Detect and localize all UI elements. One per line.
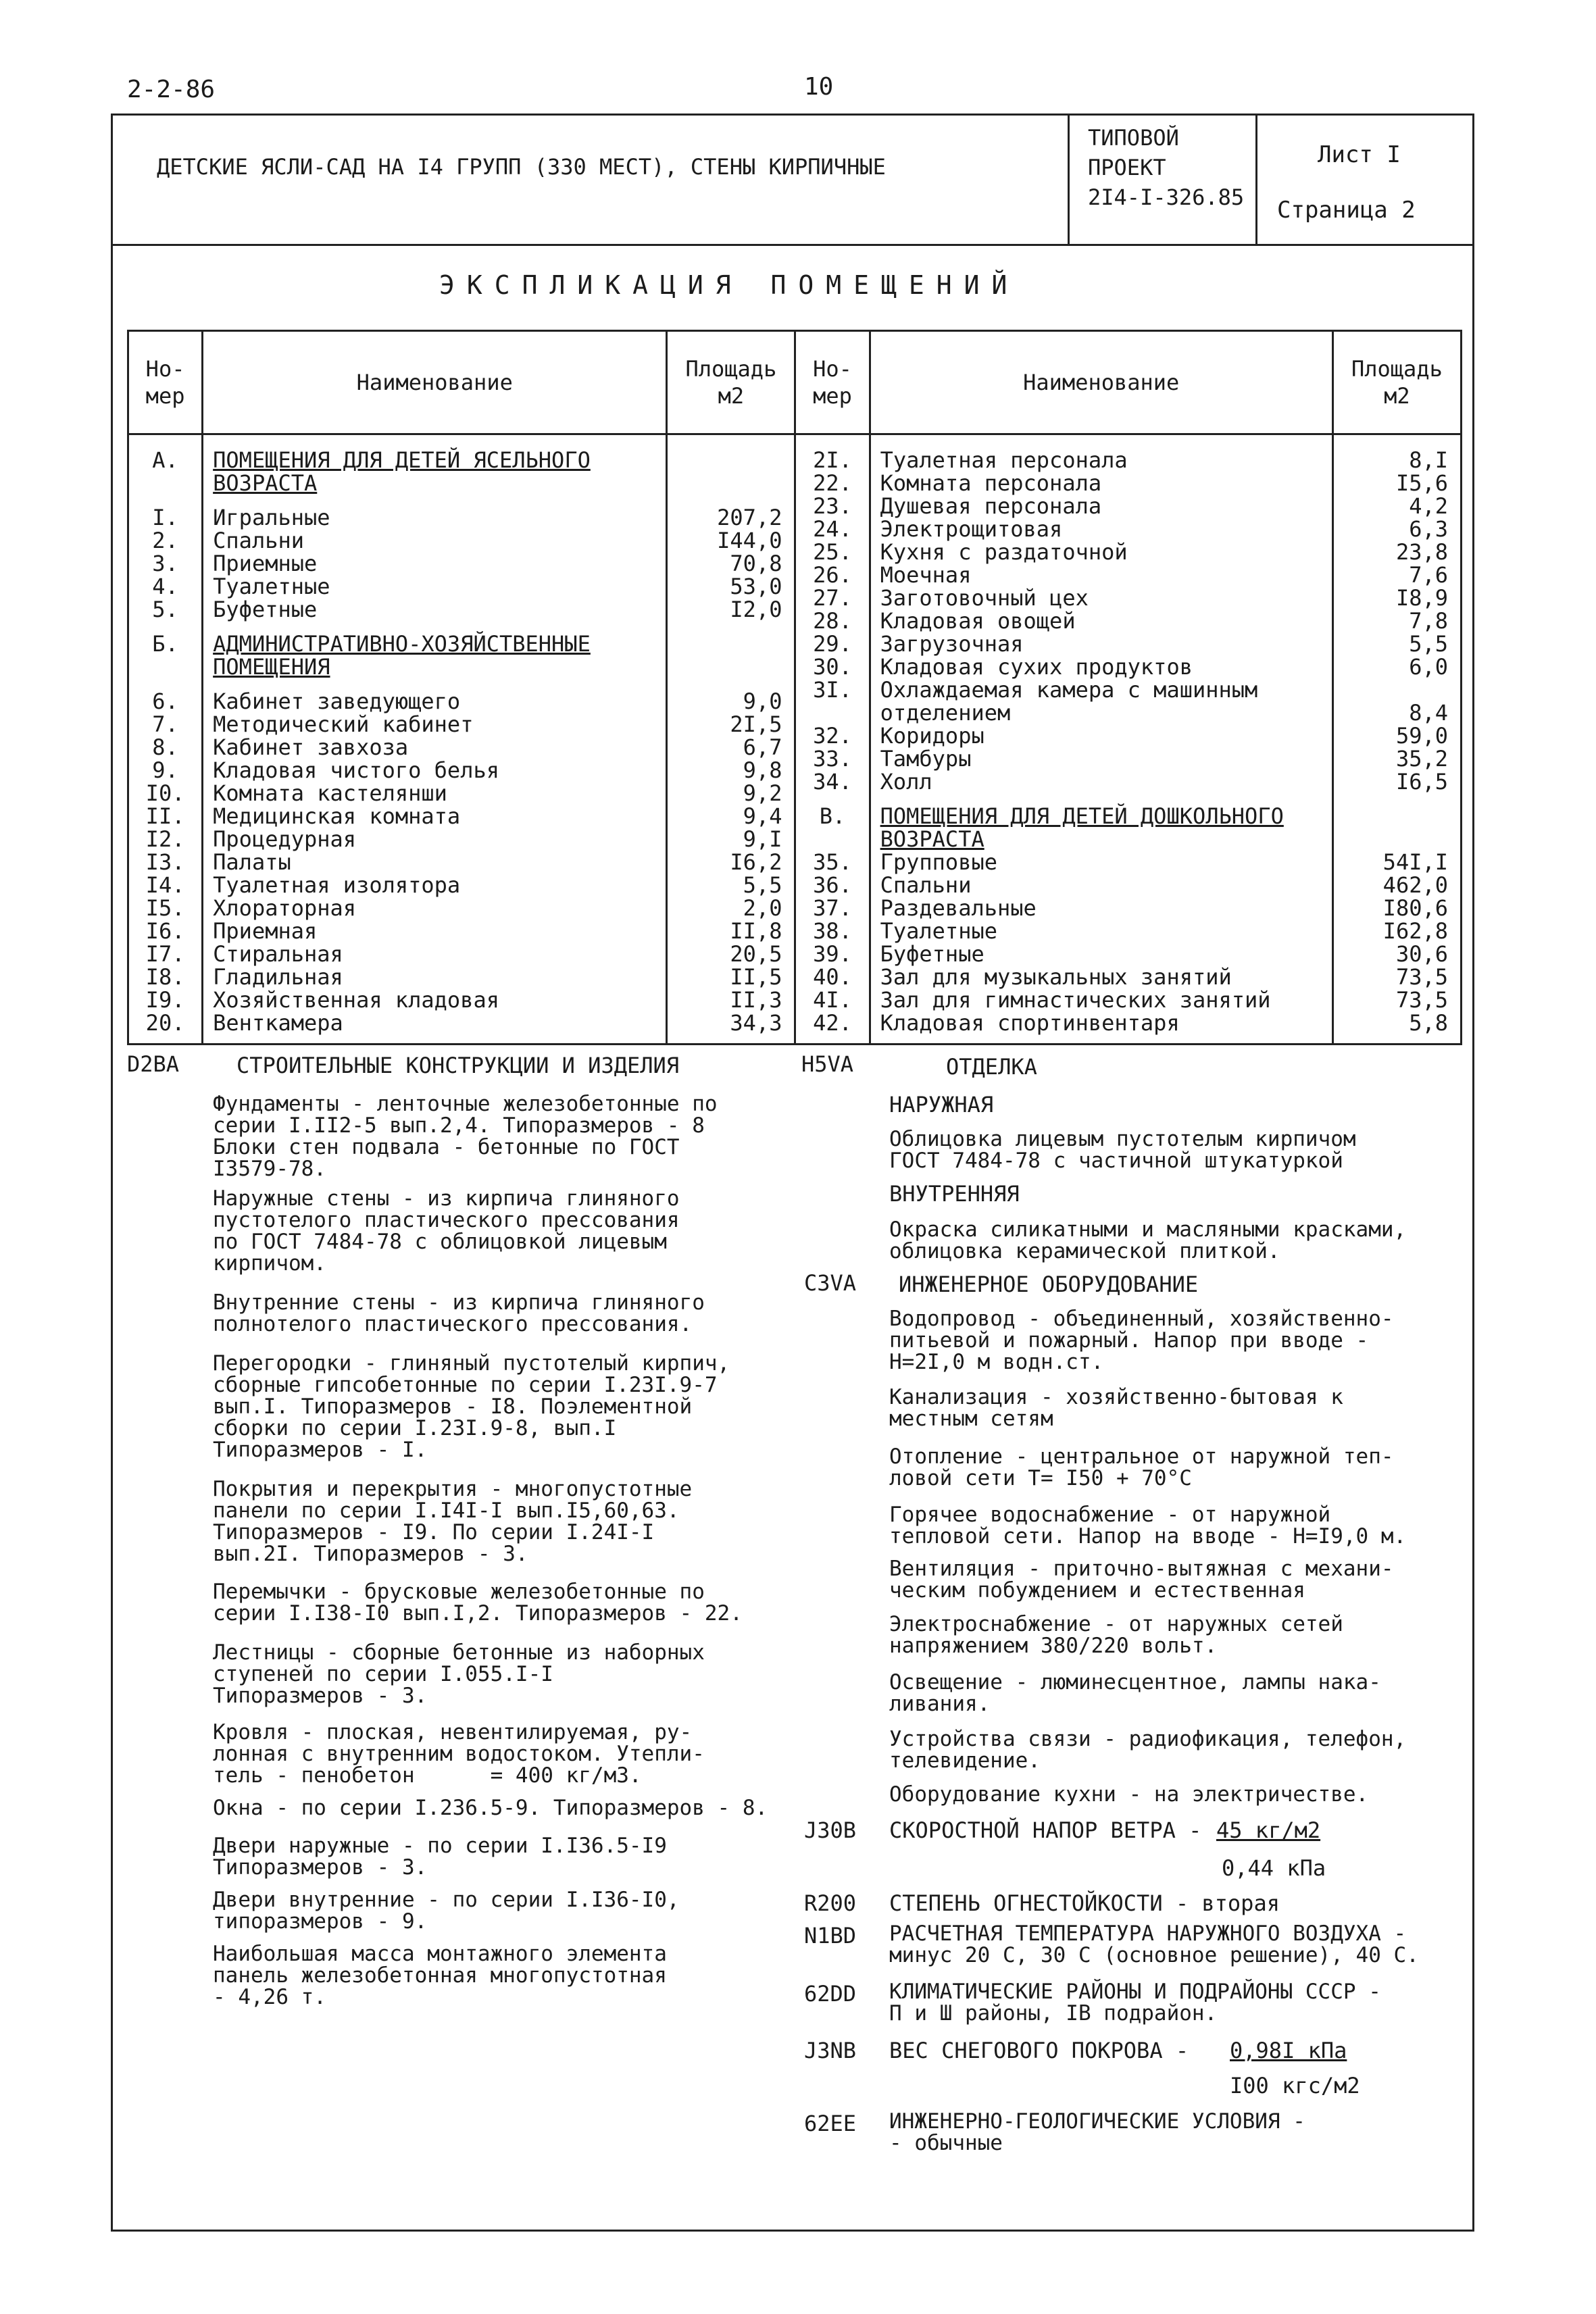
room-number: Б. [152, 631, 178, 657]
room-area: 9,8 [743, 757, 782, 783]
room-name: отделением [880, 700, 1011, 726]
outer-finish-text: Облицовка лицевым пустотелым кирпичом ГОСТ 7484-78 с частичной штукатуркой [889, 1127, 1356, 1173]
stamp-code-62ee: 62EE [804, 2111, 857, 2136]
room-area: 9,0 [743, 688, 782, 714]
room-name: Кладовая сухих продуктов [880, 654, 1193, 680]
room-name: Тамбуры [880, 746, 972, 772]
room-area: 462,0 [1382, 872, 1448, 898]
construction-paragraph: Перемычки - брусковые железобетонные по серии I.I38-I0 вып.I,2. Типоразмеров - 22. [213, 1580, 743, 1626]
room-name: Палаты [213, 849, 291, 875]
room-area: I62,8 [1382, 918, 1448, 944]
geological-conditions: ИНЖЕНЕРНО-ГЕОЛОГИЧЕСКИЕ УСЛОВИЯ - - обычные [889, 2109, 1305, 2155]
room-name: Кухня с раздаточной [880, 539, 1128, 565]
wind-label: СКОРОСТНОЙ НАПОР ВЕТРА - [889, 1817, 1202, 1843]
title-divider-1 [1068, 114, 1070, 246]
engineering-paragraph: Отопление - центральное от наружной теп- ловой сети Т= I50 + 70°С [889, 1444, 1394, 1490]
room-name: Коридоры [880, 723, 984, 749]
title-divider-2 [1255, 114, 1257, 246]
room-number: 23. [813, 493, 852, 519]
room-number: 30. [813, 654, 852, 680]
room-number [129, 472, 201, 495]
room-number: 34. [813, 769, 852, 795]
room-number: II. [145, 803, 185, 829]
project-line-2: ПРОЕКТ [1088, 155, 1166, 180]
room-number: 3. [152, 551, 178, 576]
room-name: Туалетная изолятора [213, 872, 461, 898]
room-name: Кабинет заведующего [213, 688, 461, 714]
room-area: 5,5 [743, 872, 782, 898]
climate-regions: КЛИМАТИЧЕСКИЕ РАЙОНЫ И ПОДРАЙОНЫ СССР - П и Ш районы, IВ подрайон. [889, 1980, 1381, 2026]
room-number: В. [819, 803, 846, 829]
section-title: ВОЗРАСТА [213, 470, 318, 496]
room-number: 3I. [813, 677, 852, 703]
construction-paragraph: Двери внутренние - по серии I.I36-I0, типоразмеров - 9. [213, 1888, 680, 1934]
outer-finish-heading: НАРУЖНАЯ [889, 1092, 994, 1117]
room-number: I6. [145, 918, 185, 944]
room-name: Игральные [213, 505, 330, 530]
room-name: Электрощитовая [880, 516, 1063, 542]
room-name: Процедурная [213, 826, 357, 852]
room-number: 25. [813, 539, 852, 565]
sheet-info [1277, 127, 1416, 238]
project-number: 2I4-I-326.85 [1088, 184, 1245, 210]
snow-label: ВЕС СНЕГОВОГО ПОКРОВА - [889, 2038, 1189, 2063]
room-number: 22. [813, 470, 852, 496]
room-area: 6,0 [1409, 654, 1448, 680]
construction-paragraph: Кровля - плоская, невентилируемая, ру- лонная с внутренним водостоком. Утепли- тель - пенобетон = 400 кг/м3. [213, 1720, 705, 1788]
stamp-code-d2ba: D2BA [127, 1051, 180, 1077]
room-area: I44,0 [717, 528, 782, 553]
header-area-right: Площадь м2 [1332, 331, 1461, 434]
room-number: 7. [152, 711, 178, 737]
room-name: Зал для музыкальных занятий [880, 964, 1232, 990]
room-number: 39. [813, 941, 852, 967]
room-number: I4. [145, 872, 185, 898]
room-number: 38. [813, 918, 852, 944]
room-area: II,8 [730, 918, 782, 944]
room-area: 9,4 [743, 803, 782, 829]
construction-paragraph: Лестницы - сборные бетонные из наборных ступеней по серии I.055.I-I Типоразмеров - 3. [213, 1640, 705, 1708]
room-number: 42. [813, 1010, 852, 1036]
room-number: I2. [145, 826, 185, 852]
engineering-paragraph: Устройства связи - радиофикация, телефон, телевидение. [889, 1727, 1407, 1773]
room-area: 59,0 [1395, 723, 1448, 749]
room-number: 27. [813, 585, 852, 611]
room-name: Моечная [880, 562, 972, 588]
wind-value: 45 кг/м2 [1216, 1817, 1321, 1843]
right-area-column [1332, 434, 1461, 1045]
explication-table [127, 330, 1462, 1045]
left-area-column [667, 434, 795, 1045]
engineering-paragraph: Электроснабжение - от наружных сетей напряжением 380/220 вольт. [889, 1612, 1343, 1658]
room-name: Загрузочная [880, 631, 1024, 657]
project-line-1: ТИПОВОЙ [1088, 125, 1179, 151]
inner-finish-heading: ВНУТРЕННЯЯ [889, 1181, 1020, 1207]
room-area: 6,3 [1409, 516, 1448, 542]
room-number: 29. [813, 631, 852, 657]
section-title: АДМИНИСТРАТИВНО-ХОЗЯЙСТВЕННЫЕ [213, 631, 591, 657]
room-number: 2I. [813, 447, 852, 473]
room-area: 34,3 [730, 1010, 782, 1036]
room-number: 33. [813, 746, 852, 772]
room-number: I7. [145, 941, 185, 967]
room-number [796, 701, 868, 724]
section-title: ПОМЕЩЕНИЯ [213, 654, 330, 680]
room-number: А. [152, 447, 178, 473]
room-name: Стиральная [213, 941, 343, 967]
room-area: I6,2 [730, 849, 782, 875]
room-name: Приемные [213, 551, 318, 576]
right-name-column [870, 434, 1332, 1045]
room-area [668, 472, 794, 495]
room-number: I9. [145, 987, 185, 1013]
room-number [129, 655, 201, 678]
room-area: 7,6 [1409, 562, 1448, 588]
room-number: 32. [813, 723, 852, 749]
room-area: 53,0 [730, 574, 782, 599]
room-number: 8. [152, 734, 178, 760]
left-name-column [203, 434, 667, 1045]
room-name: Охлаждаемая камера с машинным [880, 677, 1258, 703]
engineering-paragraph: Водопровод - объединенный, хозяйственно- питьевой и пожарный. Напор при вводе - Н=2I,0 м водн.ст. [889, 1307, 1394, 1374]
room-name: Заготовочный цех [880, 585, 1089, 611]
fire-resistance: СТЕПЕНЬ ОГНЕСТОЙКОСТИ - вторая [889, 1890, 1280, 1916]
room-number: 9. [152, 757, 178, 783]
design-temperature: РАСЧЕТНАЯ ТЕМПЕРАТУРА НАРУЖНОГО ВОЗДУХА - минус 20 С, 30 С (основное решение), 40 С. [889, 1921, 1419, 1967]
engineering-paragraph: Горячее водоснабжение - от наружной тепловой сети. Напор на вводе - Н=I9,0 м. [889, 1503, 1407, 1549]
room-area: 9,I [743, 826, 782, 852]
room-area: 5,8 [1409, 1010, 1448, 1036]
room-number: I5. [145, 895, 185, 921]
room-area: I6,5 [1395, 769, 1448, 795]
construction-paragraph: Наибольшая масса монтажного элемента панель железобетонная многопустотная - 4,26 т. [213, 1942, 667, 2009]
room-name: Спальни [880, 872, 972, 898]
room-area: 35,2 [1395, 746, 1448, 772]
room-area [668, 655, 794, 678]
room-area: 2,0 [743, 895, 782, 921]
room-area: 5,5 [1409, 631, 1448, 657]
room-number: 4I. [813, 987, 852, 1013]
section-title: ВОЗРАСТА [880, 826, 984, 852]
room-number: 4. [152, 574, 178, 599]
snow-value: 0,98I кПа [1230, 2038, 1347, 2063]
room-name: Медицинская комната [213, 803, 461, 829]
room-area: 9,2 [743, 780, 782, 806]
right-num-column [795, 434, 870, 1045]
section-title: ПОМЕЩЕНИЯ ДЛЯ ДЕТЕЙ ЯСЕЛЬНОГО [213, 447, 591, 473]
room-area [668, 632, 794, 655]
construction-paragraph: Окна - по серии I.236.5-9. Типоразмеров - 8. [213, 1796, 768, 1820]
room-area: 20,5 [730, 941, 782, 967]
room-area: 70,8 [730, 551, 782, 576]
room-area: 30,6 [1395, 941, 1448, 967]
room-area: I5,6 [1395, 470, 1448, 496]
room-name: Спальни [213, 528, 304, 553]
header-num-right: Но- мер [795, 331, 870, 434]
room-number: 36. [813, 872, 852, 898]
room-area: II,3 [730, 987, 782, 1013]
room-area: 7,8 [1409, 608, 1448, 634]
room-area [668, 449, 794, 472]
room-number: 20. [145, 1010, 185, 1036]
stamp-code-j3nb: J3NB [804, 2038, 857, 2063]
room-name: Кабинет завхоза [213, 734, 409, 760]
room-area: I8,9 [1395, 585, 1448, 611]
section-title: ПОМЕЩЕНИЯ ДЛЯ ДЕТЕЙ ДОШКОЛЬНОГО [880, 803, 1284, 829]
room-area: I2,0 [730, 597, 782, 622]
room-area: II,5 [730, 964, 782, 990]
engineering-paragraph: Оборудование кухни - на электричестве. [889, 1782, 1369, 1807]
header-name-right: Наименование [870, 331, 1332, 434]
wind-kpa: 0,44 кПа [1222, 1855, 1326, 1881]
stamp-code-j30b: J30B [804, 1817, 857, 1843]
engineering-paragraph: Освещение - люминесцентное, лампы нака- ливания. [889, 1670, 1381, 1716]
room-number: 5. [152, 597, 178, 622]
room-name: Раздевальные [880, 895, 1037, 921]
room-name: Кладовая овощей [880, 608, 1076, 634]
room-number: I3. [145, 849, 185, 875]
room-name: Туалетные [880, 918, 997, 944]
construction-paragraph: Покрытия и перекрытия - многопустотные панели по серии I.I4I-I вып.I5,60,63. Типоразмеров - I9. По серии I.24I-I вып.2I. Типоразмеров - 3. [213, 1477, 693, 1566]
room-name: Хлораторная [213, 895, 357, 921]
document-title: ДЕТСКИЕ ЯСЛИ-САД НА I4 ГРУПП (330 МЕСТ), СТЕНЫ КИРПИЧНЫЕ [157, 154, 886, 180]
page-number: 10 [804, 73, 834, 101]
construction-paragraph: Внутренние стены - из кирпича глиняного полнотелого пластического прессования. [213, 1290, 705, 1336]
room-area [1334, 805, 1460, 828]
construction-paragraph: Фундаменты - ленточные железобетонные по серии I.II2-5 вып.2,4. Типоразмеров - 8 Блоки стен подвала - бетонные по ГОСТ I3579-78. [213, 1092, 718, 1181]
room-area: 54I,I [1382, 849, 1448, 875]
room-area: 207,2 [717, 505, 782, 530]
engineering-heading: ИНЖЕНЕРНОЕ ОБОРУДОВАНИЕ [899, 1272, 1199, 1297]
room-area: 4,2 [1409, 493, 1448, 519]
explication-title: ЭКСПЛИКАЦИЯ ПОМЕЩЕНИЙ [439, 270, 1020, 300]
stamp-code-62dd: 62DD [804, 1981, 857, 2007]
header-name-left: Наименование [203, 331, 667, 434]
room-name: Гладильная [213, 964, 343, 990]
room-name: Хозяйственная кладовая [213, 987, 499, 1013]
room-name: Буфетные [880, 941, 984, 967]
room-number: 6. [152, 688, 178, 714]
left-num-column [128, 434, 203, 1045]
room-number: I0. [145, 780, 185, 806]
room-area: 73,5 [1395, 964, 1448, 990]
room-name: Буфетные [213, 597, 318, 622]
room-area [1334, 678, 1460, 701]
room-name: Душевая персонала [880, 493, 1102, 519]
header-num-left: Но- мер [128, 331, 203, 434]
room-number: I8. [145, 964, 185, 990]
construction-paragraph: Двери наружные - по серии I.I36.5-I9 Типоразмеров - 3. [213, 1834, 667, 1880]
room-name: Туалетные [213, 574, 330, 599]
room-number: I. [152, 505, 178, 530]
room-area [1334, 828, 1460, 851]
sheet-number: Лист I [1318, 141, 1401, 168]
room-area: 2I,5 [730, 711, 782, 737]
room-name: Групповые [880, 849, 997, 875]
room-name: Туалетная персонала [880, 447, 1128, 473]
inner-finish-text: Окраска силикатными и масляными красками, облицовка керамической плиткой. [889, 1217, 1407, 1263]
construction-paragraph: Перегородки - глиняный пустотелый кирпич, сборные гипсобетонные по серии I.23I.9-7 вып.I. Типоразмеров - I8. Поэлементной сборки по серии I.23I.9-8, вып.I Типоразмеров - I. [213, 1351, 730, 1462]
snow-kgs: I00 кгс/м2 [1230, 2073, 1360, 2098]
finishing-heading: ОТДЕЛКА [946, 1054, 1037, 1080]
stamp-code-c3va: C3VA [804, 1270, 857, 1296]
room-area: I80,6 [1382, 895, 1448, 921]
title-block [111, 114, 1474, 246]
room-name: Холл [880, 769, 932, 795]
room-number: 40. [813, 964, 852, 990]
room-area: 73,5 [1395, 987, 1448, 1013]
room-number: 24. [813, 516, 852, 542]
room-number: 2. [152, 528, 178, 553]
stamp-code-r200: R200 [804, 1890, 857, 1916]
room-name: Комната кастелянши [213, 780, 447, 806]
room-number [796, 828, 868, 851]
room-name: Кладовая спортинвентаря [880, 1010, 1180, 1036]
room-number: 37. [813, 895, 852, 921]
room-area: 8,4 [1409, 700, 1448, 726]
constructions-heading: СТРОИТЕЛЬНЫЕ КОНСТРУКЦИИ И ИЗДЕЛИЯ [236, 1053, 680, 1078]
room-area: 23,8 [1395, 539, 1448, 565]
stamp-code-n1bd: N1BD [804, 1923, 857, 1948]
room-name: Кладовая чистого белья [213, 757, 499, 783]
engineering-paragraph: Вентиляция - приточно-вытяжная с механи- ческим побуждением и естественная [889, 1557, 1394, 1603]
room-number: 26. [813, 562, 852, 588]
room-name: Комната персонала [880, 470, 1102, 496]
room-name: Венткамера [213, 1010, 343, 1036]
stamp-code-h5va: H5VA [801, 1051, 854, 1077]
header-area-left: Площадь м2 [667, 331, 795, 434]
room-area: 8,I [1409, 447, 1448, 473]
room-name: Зал для гимнастических занятий [880, 987, 1271, 1013]
room-area: 6,7 [743, 734, 782, 760]
room-name: Приемная [213, 918, 318, 944]
room-number: 28. [813, 608, 852, 634]
page-label: Страница 2 [1277, 197, 1416, 224]
document-code: 2-2-86 [127, 76, 216, 103]
engineering-paragraph: Канализация - хозяйственно-бытовая к местным сетям [889, 1385, 1343, 1431]
room-name: Методический кабинет [213, 711, 474, 737]
project-type [1088, 123, 1244, 212]
construction-paragraph: Наружные стены - из кирпича глиняного пустотелого пластического прессования по ГОСТ 7484-78 с облицовкой лицевым кирпичом. [213, 1186, 680, 1276]
room-number: 35. [813, 849, 852, 875]
